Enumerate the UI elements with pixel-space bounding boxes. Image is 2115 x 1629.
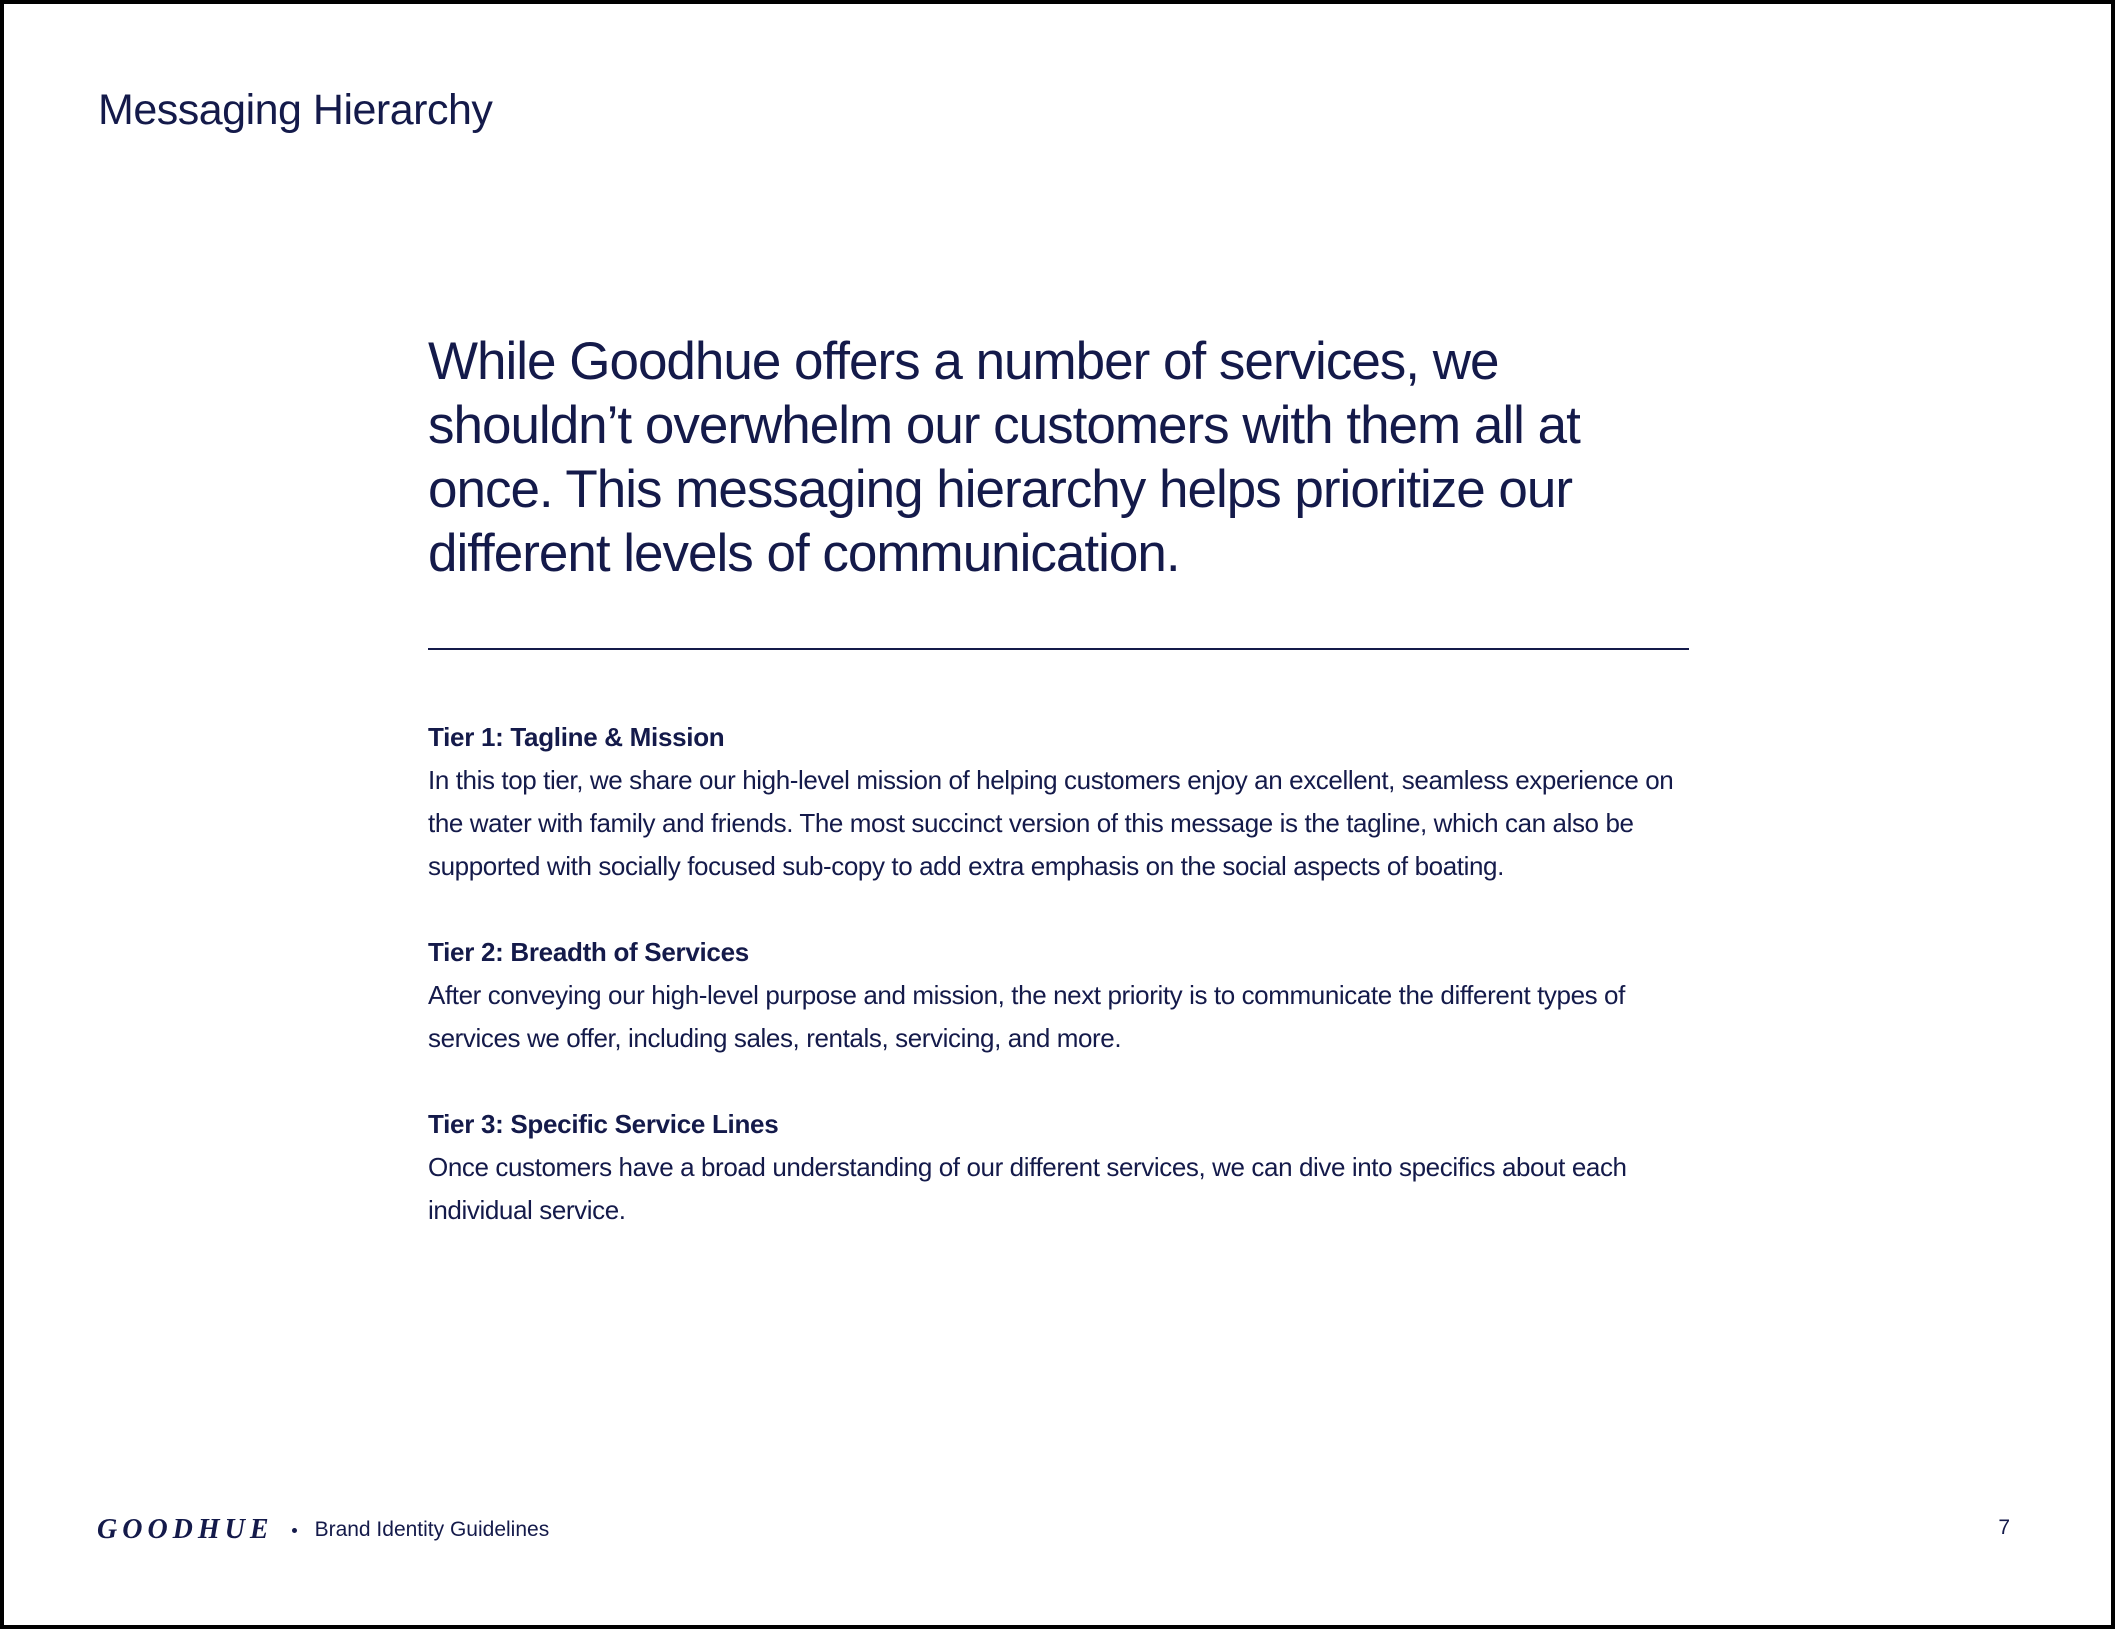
footer: [97, 1512, 549, 1548]
tier-description: Once customers have a broad understanding of our different services, we can dive into specifics about each individual service.: [428, 1152, 1627, 1225]
separator-dot: [292, 1528, 297, 1533]
intro-statement: While Goodhue offers a number of services, we shouldn’t overwhelm our customers with them all at once. This messaging hierarchy helps prioritize our different levels of communication.: [428, 332, 1580, 583]
tier-heading: Tier 2: Breadth of Services: [428, 937, 749, 967]
tier-2: [428, 931, 1698, 1060]
tier-description: After conveying our high-level purpose and mission, the next priority is to communicate the different types of services we offer, including sales, rentals, servicing, and more.: [428, 980, 1625, 1053]
tier-heading: Tier 1: Tagline & Mission: [428, 722, 725, 752]
tier-list: [428, 716, 1698, 1275]
page-number: 7: [1998, 1516, 2010, 1539]
divider: [428, 648, 1689, 650]
tier-description: In this top tier, we share our high-level mission of helping customers enjoy an excellent, seamless experience on the water with family and friends. The most succinct version of this message is the tagline, which can also be supported with socially focused sub-copy to add extra emphasis on the social aspects of boating.: [428, 765, 1674, 881]
tier-3: [428, 1103, 1698, 1232]
page-title: Messaging Hierarchy: [98, 86, 493, 134]
document-name: Brand Identity Guidelines: [314, 1518, 550, 1541]
tier-heading: Tier 3: Specific Service Lines: [428, 1109, 779, 1139]
tier-1: [428, 716, 1698, 888]
goodhue-logo: GOODHUE: [97, 1514, 274, 1545]
